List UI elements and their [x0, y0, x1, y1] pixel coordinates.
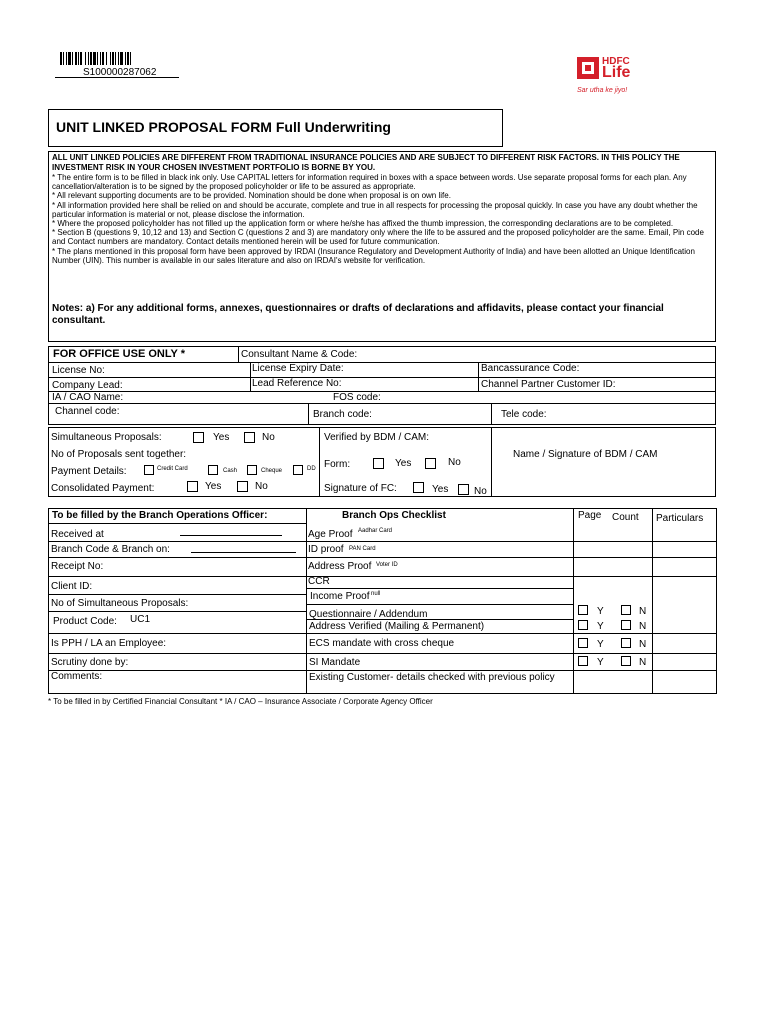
product-code-label: Product Code: [53, 616, 117, 627]
branch-ops-heading: To be filled by the Branch Operations Officer: [52, 510, 268, 521]
income-proof-label: Income Proof [310, 591, 370, 602]
address-verified-y-label: Y [597, 621, 604, 632]
branch-code-label: Branch code: [313, 409, 372, 420]
form-label: Form: [324, 459, 351, 470]
license-no-label: License No: [52, 365, 105, 376]
company-lead-label: Company Lead: [52, 380, 123, 391]
office-use-heading: FOR OFFICE USE ONLY * [53, 348, 186, 360]
comments-label: Comments: [51, 671, 103, 682]
is-pph-employee-label: Is PPH / LA an Employee: [51, 638, 167, 649]
footnote: * To be filled in by Certified Financial Consultant * IA / CAO – Insurance Associate / Corporate Agency Officer [48, 697, 433, 706]
ia-cao-name-label: IA / CAO Name: [52, 392, 124, 403]
receipt-no-label: Receipt No: [51, 561, 104, 572]
no-simultaneous-proposals-label: No of Simultaneous Proposals: [51, 598, 189, 609]
instruction-point: * Where the proposed policyholder has not filled up the application form or where he/she has affixed the thumb impression, the corresponding declarations are to be completed. [52, 219, 674, 229]
consolidated-no-label: No [255, 481, 268, 492]
verified-by-label: Verified by BDM / CAM: [324, 432, 430, 443]
address-verified-n-label: N [639, 621, 647, 632]
credit-card-label: Credit Card [157, 466, 188, 472]
address-proof-label: Address Proof [308, 561, 372, 572]
logo-name: Life [602, 64, 631, 81]
channel-partner-label: Channel Partner Customer ID: [481, 379, 616, 390]
instructions-heading: ALL UNIT LINKED POLICIES ARE DIFFERENT FROM TRADITIONAL INSURANCE POLICIES AND ARE SUBJECT TO DIFFERENT RISK FACTORS. IN THIS POLICY THE INVESTMENT RISK IN YOUR CHOSEN INVESTMENT PORTFOLIO IS BORNE BY YOU. [52, 153, 680, 172]
hdfc-life-logo [575, 55, 645, 95]
consolidated-yes-label: Yes [205, 481, 222, 492]
questionnaire-n-checkbox[interactable] [621, 605, 631, 615]
channel-code-label: Channel code: [55, 406, 120, 417]
branch-code-branch-label: Branch Code & Branch on: [51, 544, 170, 555]
dd-label: DD [307, 466, 316, 472]
form-no-checkbox[interactable] [425, 458, 436, 469]
logo-mark-icon [577, 57, 599, 79]
ecs-n-checkbox[interactable] [621, 638, 631, 648]
simultaneous-yes-checkbox[interactable] [193, 432, 204, 443]
signature-fc-yes-checkbox[interactable] [413, 482, 424, 493]
questionnaire-n-label: N [639, 606, 647, 617]
page-title: UNIT LINKED PROPOSAL FORM Full Underwriting [56, 119, 391, 135]
income-proof-doc: null [371, 591, 381, 597]
instruction-point: * The plans mentioned in this proposal form have been approved by IRDAI (Insurance Regulatory and Development Authority of India) and have been allotted an Unique Identification Number (UIN). This number is available in our sales literature and also on IRDAI's website for verification. [52, 246, 695, 265]
barcode [60, 52, 178, 65]
existing-customer-label: Existing Customer- details checked with previous policy [309, 672, 555, 683]
cash-label: Cash [223, 468, 238, 474]
consolidated-payment-label: Consolidated Payment: [51, 483, 155, 494]
signature-fc-no-label: No [474, 486, 487, 497]
ccr-label: CCR [308, 576, 330, 587]
branch-code-line [191, 552, 296, 553]
barcode-underline [55, 77, 179, 78]
simultaneous-no-checkbox[interactable] [244, 432, 255, 443]
ecs-y-label: Y [597, 639, 604, 650]
tele-code-label: Tele code: [501, 409, 547, 420]
bdm-cam-name-signature-label: Name / Signature of BDM / CAM [513, 449, 658, 460]
simultaneous-yes-label: Yes [213, 432, 230, 443]
payment-details-label: Payment Details: [51, 466, 127, 477]
age-proof-doc: Aadhar Card [358, 528, 393, 534]
scrutiny-label: Scrutiny done by: [51, 657, 129, 668]
client-id-label: Client ID: [51, 581, 93, 592]
form-no-label: No [448, 457, 461, 468]
address-proof-doc: Voter ID [376, 562, 398, 568]
si-mandate-n-label: N [639, 657, 647, 668]
checklist-heading: Branch Ops Checklist [342, 510, 446, 521]
age-proof-label: Age Proof [308, 529, 353, 540]
dd-checkbox[interactable] [293, 465, 303, 475]
ecs-y-checkbox[interactable] [578, 638, 588, 648]
cheque-label: Cheque [261, 468, 283, 474]
received-at-line [180, 535, 282, 536]
lead-reference-label: Lead Reference No: [252, 378, 342, 389]
si-mandate-label: SI Mandate [309, 657, 361, 668]
questionnaire-y-checkbox[interactable] [578, 605, 588, 615]
page-column-header: Page [578, 510, 602, 521]
logo-tagline: Sar utha ke jiyo! [577, 87, 628, 94]
fos-code-label: FOS code: [333, 392, 381, 403]
si-mandate-y-label: Y [597, 657, 604, 668]
consultant-name-code-label: Consultant Name & Code: [241, 349, 358, 360]
product-code-value: UC1 [130, 614, 151, 625]
instruction-point: * All information provided here shall be relied on and should be accurate, complete and true in all respects for processing the proposal quickly. In case you have any doubt whether the particular information is material or not, please disclose the information. [52, 200, 698, 219]
instruction-point: * The entire form is to be filled in black ink only. Use CAPITAL letters for information required in boxes with a space between words. Use separate proposal forms for each plan. Any cancellation/alteration is to be signed by the proposed policyholder or life to be assured as appropriate. [52, 173, 687, 192]
consolidated-yes-checkbox[interactable] [187, 481, 198, 492]
simultaneous-proposals-label: Simultaneous Proposals: [51, 432, 162, 443]
instructions [52, 153, 714, 265]
address-verified-n-checkbox[interactable] [621, 620, 631, 630]
barcode-number: S100000287062 [83, 67, 157, 78]
logo-brand: HDFC [602, 56, 630, 67]
signature-fc-label: Signature of FC: [324, 483, 397, 494]
si-mandate-n-checkbox[interactable] [621, 656, 631, 666]
received-at-label: Received at [51, 529, 104, 540]
signature-fc-no-checkbox[interactable] [458, 484, 469, 495]
consolidated-no-checkbox[interactable] [237, 481, 248, 492]
questionnaire-y-label: Y [597, 606, 604, 617]
proposals-sent-together-label: No of Proposals sent together: [51, 449, 187, 460]
instruction-point: * Section B (questions 9, 10,12 and 13) and Section C (questions 2 and 3) are mandatory only where the life to be assured and the proposed policyholder are the same. Email, Pin code and Contact numbers are mandatory. Contact details mentioned herein will be used for future communication. [52, 228, 704, 247]
si-mandate-y-checkbox[interactable] [578, 656, 588, 666]
ecs-n-label: N [639, 639, 647, 650]
form-yes-label: Yes [395, 458, 412, 469]
address-verified-y-checkbox[interactable] [578, 620, 588, 630]
form-yes-checkbox[interactable] [373, 458, 384, 469]
questionnaire-label: Questionnaire / Addendum [309, 609, 428, 620]
notes: Notes: a) For any additional forms, annexes, questionnaires or drafts of declarations and affidavits, please contact your financial consultant. [52, 303, 664, 326]
signature-fc-yes-label: Yes [432, 484, 449, 495]
simultaneous-no-label: No [262, 432, 275, 443]
credit-card-checkbox[interactable] [144, 465, 154, 475]
cheque-checkbox[interactable] [247, 465, 257, 475]
count-column-header: Count [612, 512, 639, 523]
license-expiry-label: License Expiry Date: [252, 363, 344, 374]
instruction-point: * All relevant supporting documents are to be provided. Nomination should be done when proposal is on own life. [52, 191, 451, 201]
particulars-column-header: Particulars [656, 513, 704, 524]
cash-checkbox[interactable] [208, 465, 218, 475]
ecs-mandate-label: ECS mandate with cross cheque [309, 638, 455, 649]
address-verified-label: Address Verified (Mailing & Permanent) [309, 621, 485, 632]
barcode-image [60, 52, 178, 65]
id-proof-label: ID proof [308, 544, 344, 555]
id-proof-doc: PAN Card [349, 546, 376, 552]
bancassurance-code-label: Bancassurance Code: [481, 363, 580, 374]
